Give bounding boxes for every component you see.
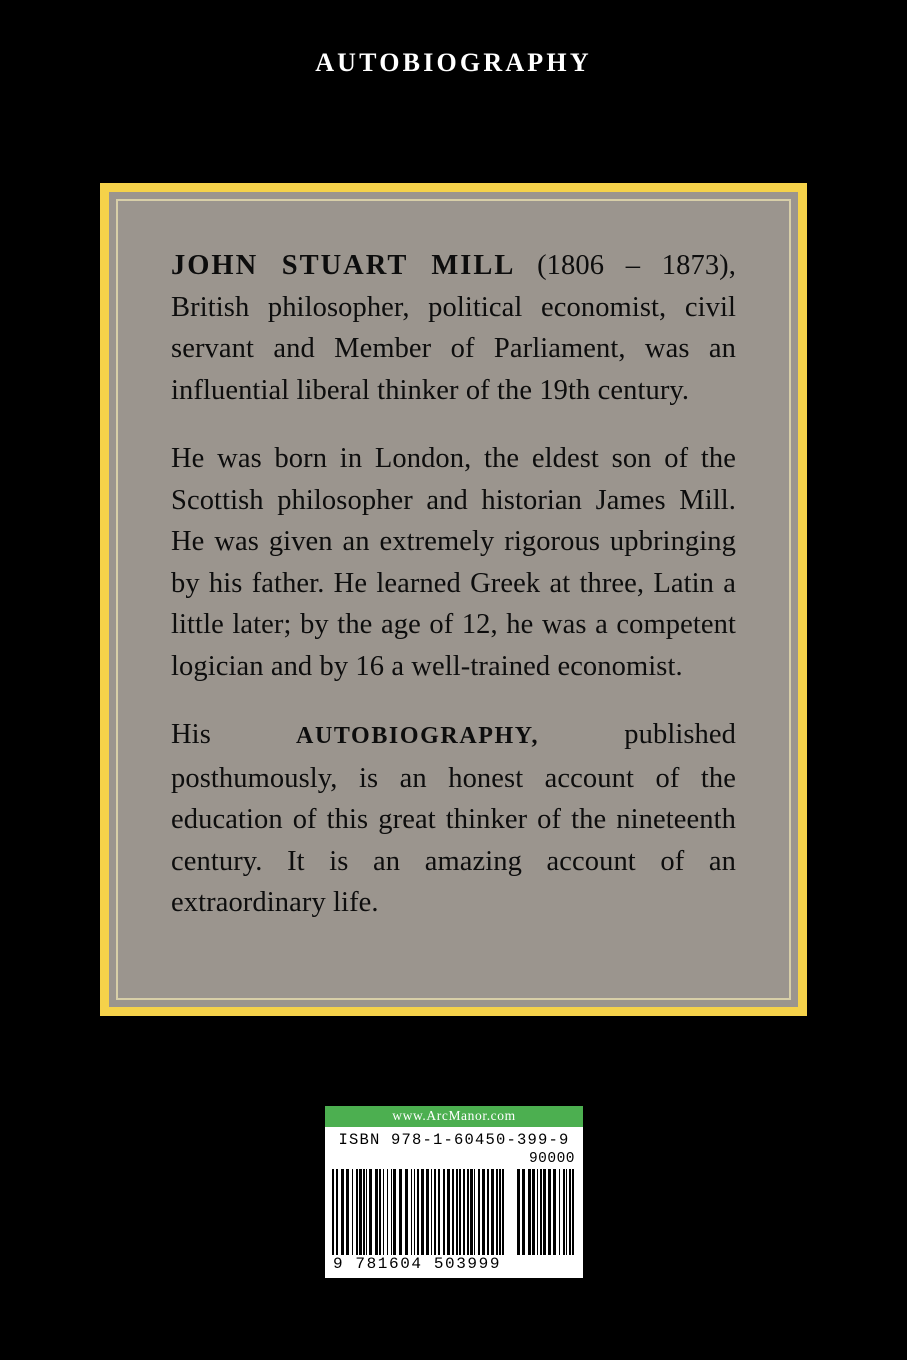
- genre-label: AUTOBIOGRAPHY: [315, 48, 592, 77]
- publisher-website-band[interactable]: www.ArcManor.com: [325, 1106, 583, 1128]
- blurb-panel: [100, 183, 807, 1016]
- barcode-block: [325, 1106, 583, 1278]
- barcode-bars: [325, 1169, 583, 1255]
- blurb-text-container: [124, 207, 783, 992]
- blurb-panel-inner-rule: [116, 199, 791, 1000]
- blurb-paragraph-3: [171, 714, 736, 924]
- barcode-bars-main: [332, 1169, 507, 1255]
- barcode-bars-addon: [517, 1169, 576, 1255]
- isbn-text: ISBN 978-1-60450-399-9: [325, 1128, 583, 1151]
- blurb-paragraph-2: He was born in London, the eldest son of the Scottish philosopher and historian James Mill. He was given an extremely rigorous upbringing by his father. He learned Greek at three, Latin a little later; by the age of 12, he was a competent logician and by 16 a well-trained economist.: [171, 443, 736, 682]
- blurb-paragraph-3-text: published posthumously, is an honest account of the education of this great thinker of the nineteenth century. It is an amazing account of an extraordinary life.: [171, 719, 736, 918]
- blurb-paragraph-1: [171, 245, 736, 411]
- blurb-panel-middle-border: [109, 192, 798, 1007]
- price-code-row: [325, 1151, 583, 1169]
- blurb-paragraph-3-lead: His: [171, 719, 297, 750]
- book-title-mention: AUTOBIOGRAPHY,: [296, 723, 540, 749]
- barcode-number-line: 9 781604 503999: [325, 1255, 583, 1278]
- blurb-paragraph-1-text: (1806 – 1873), British philosopher, political economist, civil servant and Member of Parliament, was an influential liberal thinker of the 19th century.: [171, 250, 736, 406]
- author-name: JOHN STUART MILL: [171, 250, 516, 281]
- price-code: 90000: [528, 1151, 575, 1167]
